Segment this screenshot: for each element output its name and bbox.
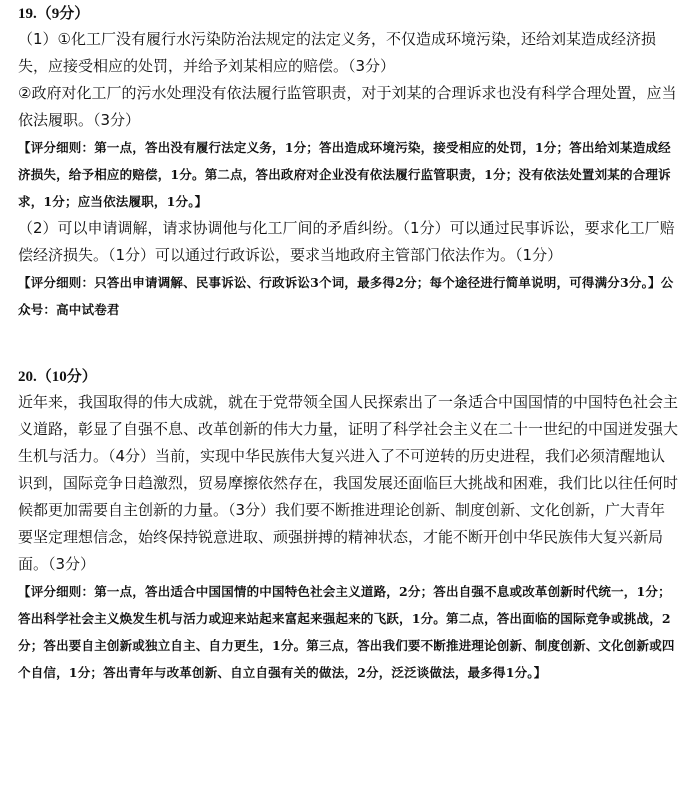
q19-answer-part1-point2: ②政府对化工厂的污水处理没有依法履行监管职责，对于刘某的合理诉求也没有科学合理处置，应当依法履职。（3分）: [18, 84, 677, 129]
question-19-title: 19.（9分）: [18, 6, 90, 22]
answer-page: [18, 4, 678, 686]
q19-grading-note-2: 【评分细则：只答出申请调解、民事诉讼、行政诉讼3个词，最多得2分；每个途径进行简单说明，可得满分3分。】公众号：高中试卷君: [18, 275, 674, 317]
question-20-title: 20.（10分）: [18, 369, 97, 385]
q20-answer: 近年来，我国取得的伟大成就，就在于党带领全国人民探索出了一条适合中国国情的中国特色社会主义道路，彰显了自强不息、改革创新的伟大力量，证明了科学社会主义在二十一世纪的中国迸发强大生机与活力。（4分）当前，实现中华民族伟大复兴进入了不可逆转的历史进程，我们必须清醒地认识到，国际竞争日趋激烈，贸易摩擦依然存在，我国发展还面临巨大挑战和困难，我们比以往任何时候都更加需要自主创新的力量。（3分）我们要不断推进理论创新、制度创新、文化创新，广大青年要坚定理想信念，始终保持锐意进取、顽强拼搏的精神状态，才能不断开创中华民族伟大复兴新局面。（3分）: [18, 393, 679, 573]
q19-answer-part1-point1: （1）①化工厂没有履行水污染防治法规定的法定义务，不仅造成环境污染，还给刘某造成经济损失，应接受相应的处罚，并给予刘某相应的赔偿。（3分）: [18, 30, 656, 75]
q20-grading-note: 【评分细则：第一点，答出适合中国国情的中国特色社会主义道路，2分；答出自强不息或改革创新时代统一，1分；答出科学社会主义焕发生机与活力或迎来站起来富起来强起来的飞跃，1分。第二点，答出面临的国际竞争或挑战，2分；答出要自主创新或独立自主、自力更生，1分。第三点，答出我们要不断推进理论创新、制度创新、文化创新或四个自信，1分；答出青年与改革创新、自立自强有关的做法，2分，泛泛谈做法，最多得1分。】: [18, 584, 675, 680]
question-19: [18, 4, 678, 323]
q19-grading-note-1: 【评分细则：第一点，答出没有履行法定义务，1分；答出造成环境污染，接受相应的处罚，1分；答出给刘某造成经济损失，给予相应的赔偿，1分。第二点，答出政府对企业没有依法履行监管职责，1分；没有依法处置刘某的合理诉求，1分；应当依法履职，1分。】: [18, 140, 671, 209]
q19-answer-part2: （2）可以申请调解，请求协调他与化工厂间的矛盾纠纷。（1分）可以通过民事诉讼，要求化工厂赔偿经济损失。（1分）可以通过行政诉讼，要求当地政府主管部门依法作为。（1分）: [18, 219, 675, 264]
question-20: [18, 367, 678, 686]
section-gap: [18, 323, 678, 367]
